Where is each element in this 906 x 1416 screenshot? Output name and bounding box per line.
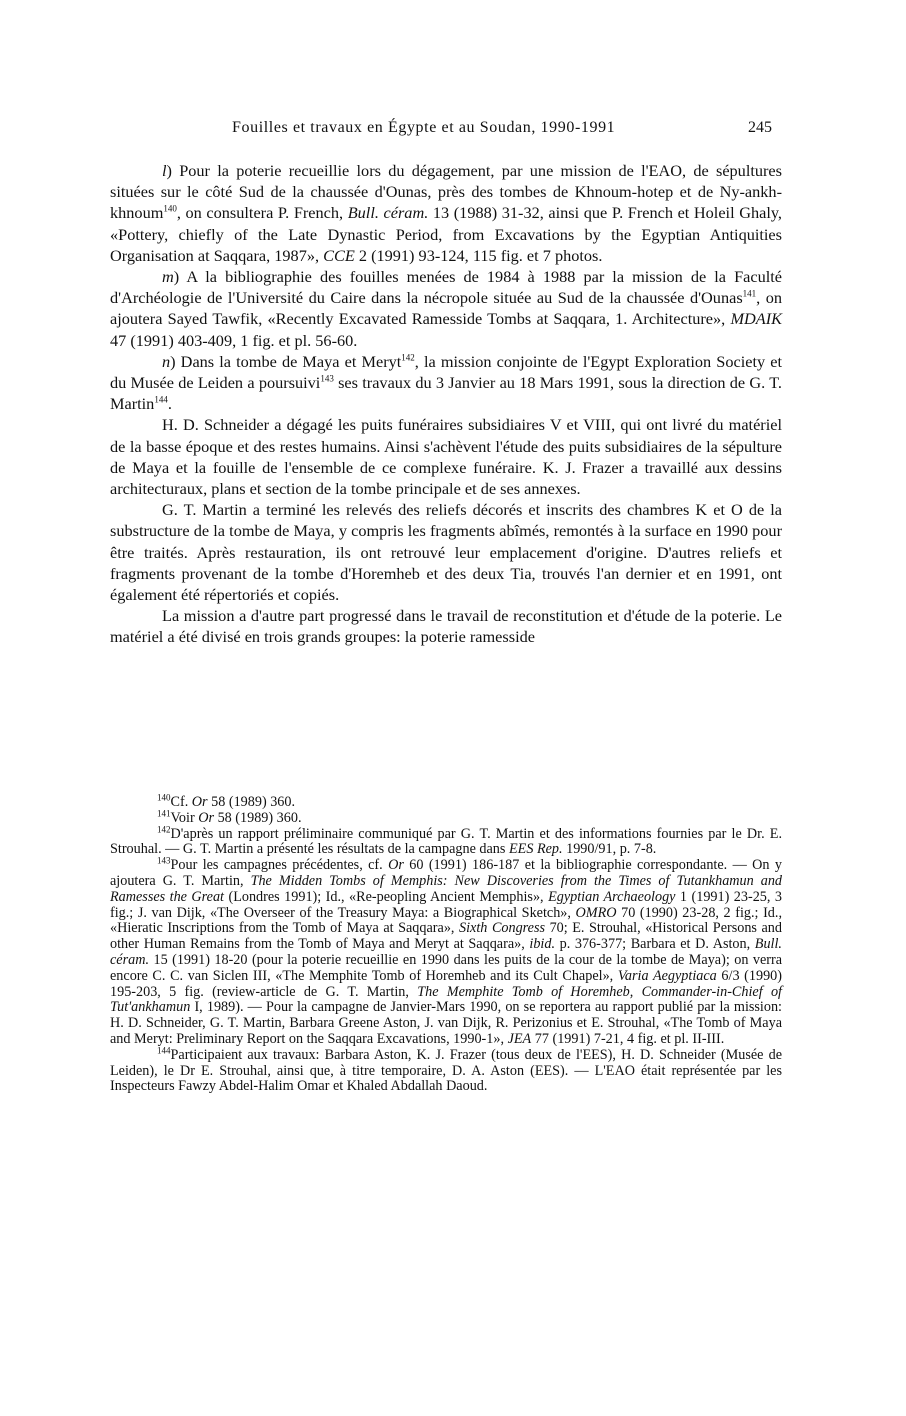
footnote-144: $^{144}$Participaient aux travaux: Barbara Aston, K. J. Frazer (tous deux de l'EES), H. D. Schneider (Musée de Leiden), le Dr E. Strouhal, ainsi que, à titre temporaire, D. A. Aston (EES). — L'EAO était représentée par les Inspecteurs Fawzy Abdel-Halim Omar et Khaled Abdallah Daoud. — [110, 1045, 782, 1095]
footnote-141: $^{141}$Voir Or 58 (1989) 360. — [157, 808, 302, 826]
footnote-140: $^{140}$Cf. Or 58 (1989) 360. — [157, 792, 296, 810]
paragraph-n: n) Dans la tombe de Maya et Meryt$^{142}$, la mission conjointe de l'Egypt Exploration Society et du Musée de Leiden a poursuivi$^{143}$ ses travaux du 3 Janvier au 18 Mars 1991, sous la direction de G. T. Martin$^{144}$. — [110, 351, 782, 414]
main-text — [110, 160, 782, 648]
page-header — [182, 119, 772, 141]
footnote-142: $^{142}$D'après un rapport préliminaire communiqué par G. T. Martin et des informations fournies par le Dr. E. Strouhal. — G. T. Martin a présenté les résultats de la campagne dans EES Rep. 1990/91, p. 7-8. — [110, 823, 782, 858]
page-number: 245 — [748, 119, 772, 136]
running-head: Fouilles et travaux en Égypte et au Soudan, 1990-1991 — [232, 119, 616, 136]
footnote-143: $^{143}$Pour les campagnes précédentes, cf. Or 60 (1991) 186-187 et la bibliographie correspondante. — On y ajoutera G. T. Martin, The Midden Tombs of Memphis: New Discoveries from the Times of Tutankhamun and Ramesses the Great (Londres 1991); Id., «Re-peopling Ancient Memphis», Egyptian Archaeology 1 (1991) 23-25, 3 fig.; J. van Dijk, «The Overseer of the Treasury Maya: a Biographical Sketch», OMRO 70 (1990) 23-28, 2 fig.; Id., «Hieratic Inscriptions from the Tomb of Maya at Saqqara», Sixth Congress 70; E. Strouhal, «Historical Persons and other Human Remains from the Tomb of Maya and Meryt at Saqqara», ibid. p. 376-377; Barbara et D. Aston, Bull. céram. 15 (1991) 18-20 (pour la poterie recueillie en 1990 dans les puits de la cour de la tombe de Maya); on verra encore C. C. van Siclen III, «The Memphite Tomb of Horemheb and its Cult Chapel», Varia Aegyptiaca 6/3 (1990) 195-203, 5 fig. (review-article de G. T. Martin, The Memphite Tomb of Horemheb, Commander-in-Chief of Tut'ankhamun I, 1989). — Pour la campagne de Janvier-Mars 1990, on se reportera au rapport publié par la mission: H. D. Schneider, G. T. Martin, Barbara Greene Aston, J. van Dijk, R. Perizonius et E. Strouhal, «The Tomb of Maya and Meryt: Preliminary Report on the Saqqara Excavations, 1990-1», JEA 77 (1991) 7-21, 4 fig. et pl. II-III. — [110, 855, 783, 1047]
footnotes — [110, 792, 783, 1095]
paragraph-schneider: H. D. Schneider a dégagé les puits funéraires subsidiaires V et VIII, qui ont livré du matériel de la basse époque et des restes humains. Ainsi s'achèvent l'étude des puits subsidiaires de la sépulture de Maya et la fouille de l'ensemble de ce complexe funéraire. K. J. Frazer a travaillé aux dessins architecturaux, plans et section de la tombe principale et de ses annexes. — [110, 415, 782, 499]
paragraph-martin: G. T. Martin a terminé les relevés des reliefs décorés et inscrits des chambres K et O de la substructure de la tombe de Maya, y compris les fragments abîmés, remontés à la surface en 1990 pour être traités. Après restauration, ils ont retrouvé leur emplacement d'origine. D'autres reliefs et fragments provenant de la tombe d'Horemheb et des deux Tia, trouvés l'an dernier et en 1991, ont également été répertoriés et copiés. — [110, 500, 782, 605]
paragraph-pottery: La mission a d'autre part progressé dans le travail de reconstitution et d'étude de la poterie. Le matériel a été divisé en trois grands groupes: la poterie ramesside — [110, 606, 782, 647]
paragraph-m: m) A la bibliographie des fouilles menées de 1984 à 1988 par la mission de la Faculté d'Archéologie de l'Université du Caire dans la nécropole située au Sud de la chaussée d'Ounas$^{141}$, on ajoutera Sayed Tawfik, «Recently Excavated Ramesside Tombs at Saqqara, 1. Architecture», MDAIK 47 (1991) 403-409, 1 fig. et pl. 56-60. — [110, 267, 782, 350]
paragraph-l: l) Pour la poterie recueillie lors du dégagement, par une mission de l'EAO, de sépultures situées sur le côté Sud de la chaussée d'Ounas, près des tombes de Khnoum-hotep et de Ny-ankh-khnoum$^{140}$, on consultera P. French, Bull. céram. 13 (1988) 31-32, ainsi que P. French et Holeil Ghaly, «Pottery, chiefly of the Late Dynastic Period, from Excavations by the Egyptian Antiquities Organisation at Saqqara, 1987», CCE 2 (1991) 93-124, 115 fig. et 7 photos. — [110, 161, 783, 265]
